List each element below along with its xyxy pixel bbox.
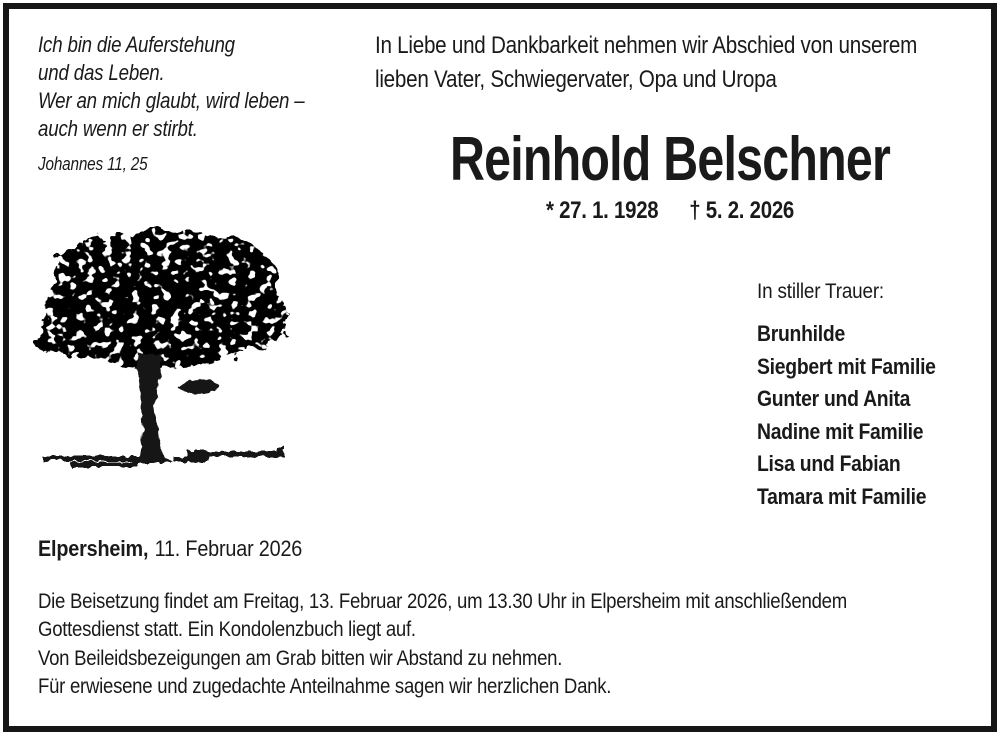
mourner-name: Brunhilde (757, 321, 845, 346)
death-date: † 5. 2. 2026 (689, 197, 795, 224)
mourner-name: Gunter und Anita (757, 386, 911, 412)
intro-line: In Liebe und Dankbarkeit nehmen wir Abschied von unserem (375, 32, 918, 59)
mourning-heading: In stiller Trauer: (757, 280, 885, 303)
quote-attribution: Johannes 11, 25 (38, 154, 148, 174)
details-line: Von Beileidsbezeigungen am Grab bitten wir Abstand zu nehmen. (38, 646, 563, 670)
details-line: Die Beisetzung findet am Freitag, 13. Februar 2026, um 13.30 Uhr in Elpersheim mit anschließendem (38, 590, 847, 613)
deceased-name-block (370, 127, 970, 193)
quote-line: auch wenn er stirbt. (38, 116, 198, 141)
bible-quote (38, 31, 305, 178)
tree-of-life-illustration (28, 225, 290, 477)
floating-leaf (178, 379, 220, 394)
life-dates (415, 196, 925, 226)
quote-line: Ich bin die Auferstehung (38, 32, 235, 57)
notice-date: 11. Februar 2026 (154, 536, 303, 561)
intro-text (375, 29, 917, 97)
mourner-name: Lisa und Fabian (757, 451, 901, 477)
mourner-name: Nadine mit Familie (757, 418, 924, 444)
deceased-name: Reinhold Belschner (449, 125, 891, 194)
quote-line: Wer an mich glaubt, wird leben – (38, 88, 305, 113)
details-line: Gottesdienst statt. Ein Kondolenzbuch liegt auf. (38, 618, 416, 642)
quote-line: und das Leben. (38, 60, 165, 85)
mourners-list (757, 318, 936, 514)
mourner-name: Tamara mit Familie (757, 483, 927, 509)
place-date-line (38, 535, 302, 563)
details-line: Für erwiesene und zugedachte Anteilnahme sagen wir herzlichen Dank. (38, 675, 612, 699)
tree-canopy (35, 229, 288, 369)
mourner-name: Siegbert mit Familie (757, 353, 936, 379)
funeral-details (38, 588, 847, 702)
place-name: Elpersheim, (38, 536, 149, 561)
intro-line: lieben Vater, Schwiegervater, Opa und Uropa (375, 66, 777, 93)
birth-date: * 27. 1. 1928 (545, 197, 659, 224)
tree-trunk (129, 353, 174, 463)
